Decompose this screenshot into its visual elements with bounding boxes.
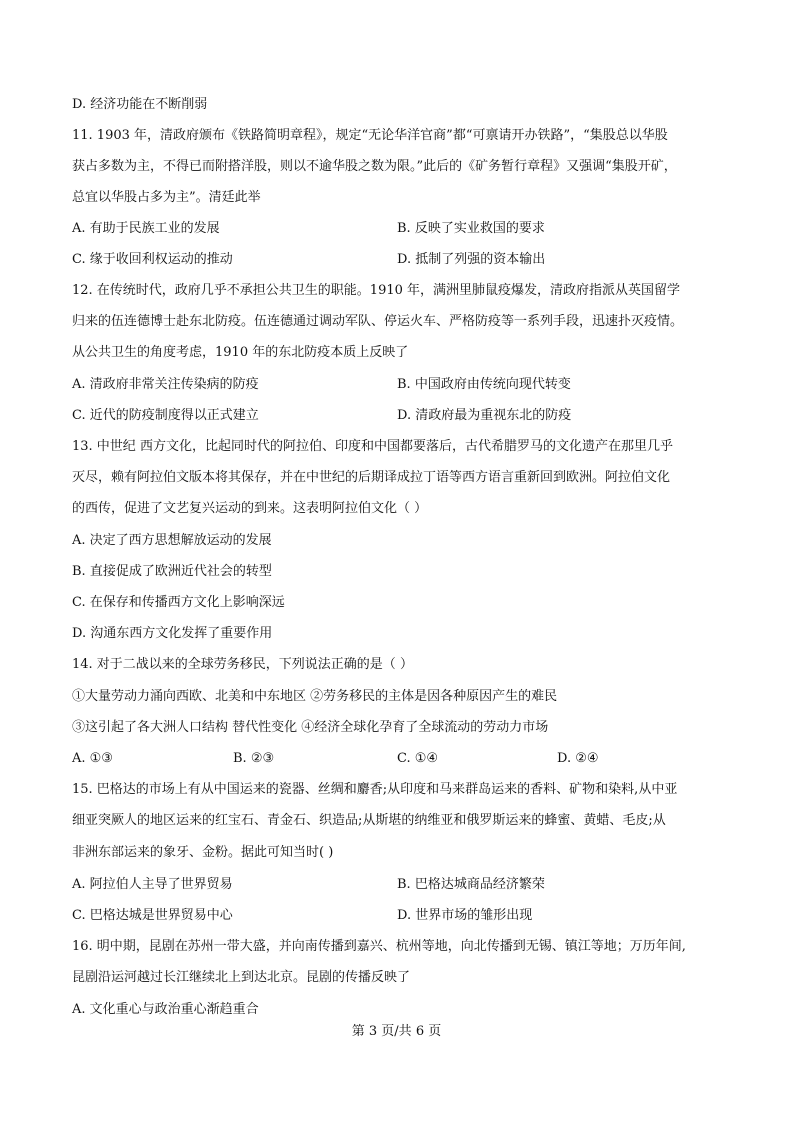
q15-option-c: C. 巴格达城是世界贸易中心 <box>72 908 233 923</box>
q13-stem-line-2: 灭尽，赖有阿拉伯文版本将其保存，并在中世纪的后期译成拉丁语等西方语言重新回到欧洲。阿拉伯文化 <box>72 470 671 485</box>
page-number-footer: 第 3 页/共 6 页 <box>351 1024 442 1039</box>
q16-stem-line-1: 16. 明中期，昆剧在苏州一带大盛，并向南传播到嘉兴、杭州等地，向北传播到无锡、镇江等地；万历年间, <box>72 939 686 954</box>
q15-stem-line-3: 非洲东部运来的象牙、金粉。据此可知当时( ) <box>72 845 334 860</box>
q16-option-a: A. 文化重心与政治重心渐趋重合 <box>72 1002 259 1017</box>
q15-option-b: B. 巴格达城商品经济繁荣 <box>397 877 545 892</box>
q11-stem-line-3: 总宜以华股占多为主”。清廷此举 <box>72 190 261 205</box>
q13-option-b: B. 直接促成了欧洲近代社会的转型 <box>72 564 272 579</box>
q11-option-c: C. 缘于收回利权运动的推动 <box>72 252 233 267</box>
q11-stem-line-1: 11. 1903 年，清政府颁布《铁路简明章程》，规定“无论华洋官商”都“可禀请开办铁路”，“集股总以华股 <box>72 128 668 143</box>
q11-stem-line-2: 获占多数为主，不得已而附搭洋股，则以不逾华股之数为限。”此后的《矿务暂行章程》又强调“集股开矿， <box>72 159 677 174</box>
q12-stem-line-2: 归来的伍连德博士赴东北防疫。伍连德通过调动军队、停运火车、严格防疫等一系列手段，迅速扑灭疫情。 <box>72 314 684 329</box>
q15-stem-line-1: 15. 巴格达的市场上有从中国运来的瓷器、丝绸和麝香;从印度和马来群岛运来的香料、矿物和染料,从中亚 <box>72 782 678 797</box>
q12-option-d: D. 清政府最为重视东北的防疫 <box>397 408 572 423</box>
q13-option-d: D. 沟通东西方文化发挥了重要作用 <box>72 626 273 641</box>
q14-statement-line-2: ③这引起了各大洲人口结构 替代性变化 ④经济全球化孕育了全球流动的劳动力市场 <box>72 720 549 735</box>
q11-option-a: A. 有助于民族工业的发展 <box>72 221 220 236</box>
q14-option-b: B. ②③ <box>233 751 275 766</box>
q12-stem-line-3: 从公共卫生的角度考虑，1910 年的东北防疫本质上反映了 <box>72 345 409 360</box>
q11-option-d: D. 抵制了列强的资本输出 <box>397 252 546 267</box>
q10-option-d: D. 经济功能在不断削弱 <box>72 97 208 112</box>
q12-option-c: C. 近代的防疫制度得以正式建立 <box>72 408 259 423</box>
q15-stem-line-2: 细亚突厥人的地区运来的红宝石、青金石、织造品;从斯堪的纳维亚和俄罗斯运来的蜂蜜、黄蜡、毛皮;从 <box>72 813 666 828</box>
q14-option-d: D. ②④ <box>557 751 599 766</box>
q14-option-a: A. ①③ <box>72 751 113 766</box>
q13-stem-line-3: 的西传，促进了文艺复兴运动的到来。这表明阿拉伯文化（ ） <box>72 501 428 516</box>
q15-option-d: D. 世界市场的雏形出现 <box>397 908 533 923</box>
q14-statement-line-1: ①大量劳动力涌向西欧、北美和中东地区 ②劳务移民的主体是因各种原因产生的难民 <box>72 689 558 704</box>
q11-option-b: B. 反映了实业救国的要求 <box>397 221 545 236</box>
q13-stem-line-1: 13. 中世纪 西方文化，比起同时代的阿拉伯、印度和中国都要落后，古代希腊罗马的文化遗产在那里几乎 <box>72 439 673 454</box>
q14-stem-line-1: 14. 对于二战以来的全球劳务移民，下列说法正确的是（ ） <box>72 657 413 672</box>
q12-stem-line-1: 12. 在传统时代，政府几乎不承担公共卫生的职能。1910 年，满洲里肺鼠疫爆发，清政府指派从英国留学 <box>72 283 681 298</box>
q12-option-b: B. 中国政府由传统向现代转变 <box>397 377 571 392</box>
q14-option-c: C. ①④ <box>397 751 439 766</box>
q12-option-a: A. 清政府非常关注传染病的防疫 <box>72 377 259 392</box>
q13-option-c: C. 在保存和传播西方文化上影响深远 <box>72 595 285 610</box>
q13-option-a: A. 决定了西方思想解放运动的发展 <box>72 533 272 548</box>
q16-stem-line-2: 昆剧沿运河越过长江继续北上到达北京。昆剧的传播反映了 <box>72 970 411 985</box>
q15-option-a: A. 阿拉伯人主导了世界贸易 <box>72 877 233 892</box>
